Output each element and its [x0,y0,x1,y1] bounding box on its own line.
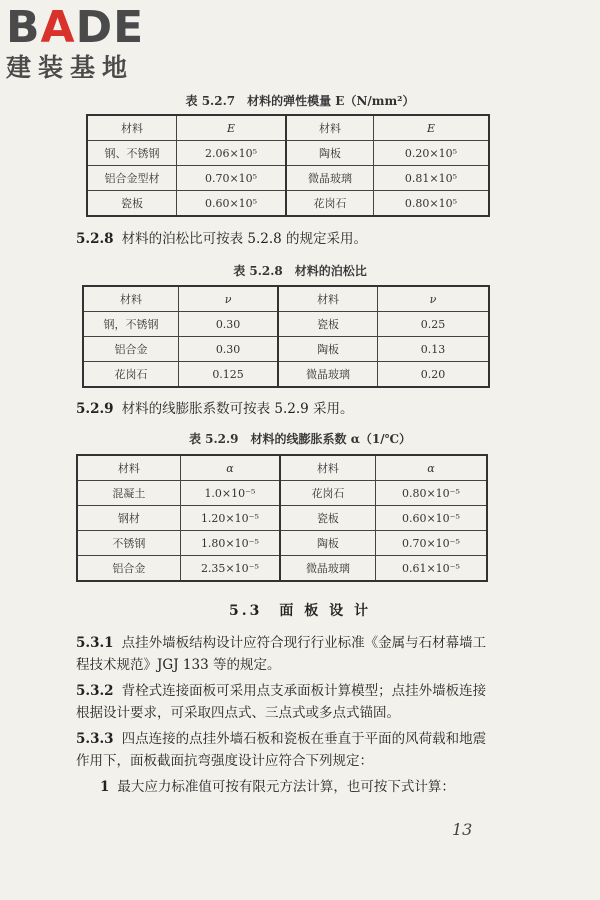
table-cell: 陶板 [286,141,373,166]
header-cell: 材料 [77,455,180,481]
header-cell: α [375,455,487,481]
table-cell: 0.60×10⁵ [176,191,286,217]
table-cell: 0.70×10⁻⁵ [375,531,487,556]
table-cell: 花岗石 [280,481,375,506]
table-cell: 铝合金 [77,556,180,582]
table-cell: 0.13 [378,337,489,362]
table-5-2-7-caption: 表 5.2.7 材料的弹性模量 E（N/mm²） [185,94,415,108]
table-5-2-9 [76,454,488,582]
header-cell: ν [179,286,279,312]
table-cell: 花岗石 [83,362,179,388]
page-number: 13 [452,820,473,839]
table-row [87,141,489,166]
clause-5-3-1: 5.3.1 点挂外墙板结构设计应符合现行行业标准《金属与石材幕墙工程技术规范》JGJ 133 等的规定。 [76,635,487,673]
table-cell: 微晶玻璃 [286,166,373,191]
table-cell: 2.35×10⁻⁵ [180,556,280,582]
table-5-2-8-caption: 表 5.2.8 材料的泊松比 [233,264,367,278]
table-cell: 0.30 [179,312,279,337]
table-row [83,362,489,388]
table-cell: 0.20 [378,362,489,388]
table-cell: 0.20×10⁵ [373,141,489,166]
table-cell: 0.25 [378,312,489,337]
table-cell: 混凝土 [77,481,180,506]
table-row [77,556,487,582]
table-cell: 0.81×10⁵ [373,166,489,191]
clause-5-3-2: 5.3.2 背栓式连接面板可采用点支承面板计算模型；点挂外墙板连接根据设计要求，可采取四点式、三点式或多点式锚固。 [76,683,487,721]
table-cell: 1.20×10⁻⁵ [180,506,280,531]
logo-brand: BADE [6,2,145,53]
table-cell: 钢，不锈钢 [83,312,179,337]
table-cell: 陶板 [278,337,377,362]
table-row [87,191,489,217]
table-5-2-8 [82,285,490,388]
table-cell: 微晶玻璃 [278,362,377,388]
table-cell: 陶板 [280,531,375,556]
table-cell: 0.60×10⁻⁵ [375,506,487,531]
header-cell: α [180,455,280,481]
table-row [77,481,487,506]
table-cell: 瓷板 [278,312,377,337]
header-cell: ν [378,286,489,312]
table-row [77,506,487,531]
header-cell: 材料 [87,115,176,141]
table-cell: 铝合金型材 [87,166,176,191]
table-cell: 瓷板 [280,506,375,531]
clause-5-2-9: 5.2.9 材料的线膨胀系数可按表 5.2.9 采用。 [76,401,354,417]
table-cell: 0.30 [179,337,279,362]
table-header-row [77,455,487,481]
table-cell: 0.125 [179,362,279,388]
table-cell: 铝合金 [83,337,179,362]
table-row [77,531,487,556]
clause-5-2-8: 5.2.8 材料的泊松比可按表 5.2.8 的规定采用。 [76,231,368,247]
table-cell: 花岗石 [286,191,373,217]
header-cell: E [373,115,489,141]
table-cell: 0.80×10⁵ [373,191,489,217]
table-cell: 钢材 [77,506,180,531]
table-cell: 钢、不锈钢 [87,141,176,166]
header-cell: 材料 [286,115,373,141]
header-cell: 材料 [280,455,375,481]
table-row [83,312,489,337]
section-heading-5-3: 5.3 面 板 设 计 [229,603,371,619]
header-cell: E [176,115,286,141]
table-header-row [87,115,489,141]
header-cell: 材料 [278,286,377,312]
table-header-row [83,286,489,312]
table-cell: 1.80×10⁻⁵ [180,531,280,556]
table-cell: 2.06×10⁵ [176,141,286,166]
table-5-2-9-caption: 表 5.2.9 材料的线膨胀系数 α（1/℃） [188,432,412,446]
table-cell: 微晶玻璃 [280,556,375,582]
table-row [83,337,489,362]
list-item-1: 1 最大应力标准值可按有限元方法计算，也可按下式计算： [100,779,455,795]
header-cell: 材料 [83,286,179,312]
table-cell: 不锈钢 [77,531,180,556]
table-cell: 瓷板 [87,191,176,217]
table-cell: 1.0×10⁻⁵ [180,481,280,506]
table-cell: 0.61×10⁻⁵ [375,556,487,582]
table-5-2-7 [86,114,490,217]
logo-subtitle: 建装基地 [6,53,135,82]
table-row [87,166,489,191]
logo [6,2,176,82]
table-cell: 0.80×10⁻⁵ [375,481,487,506]
table-cell: 0.70×10⁵ [176,166,286,191]
clause-5-3-3: 5.3.3 四点连接的点挂外墙石板和瓷板在垂直于平面的风荷载和地震作用下，面板截面抗弯强度设计应符合下列规定： [76,731,487,769]
